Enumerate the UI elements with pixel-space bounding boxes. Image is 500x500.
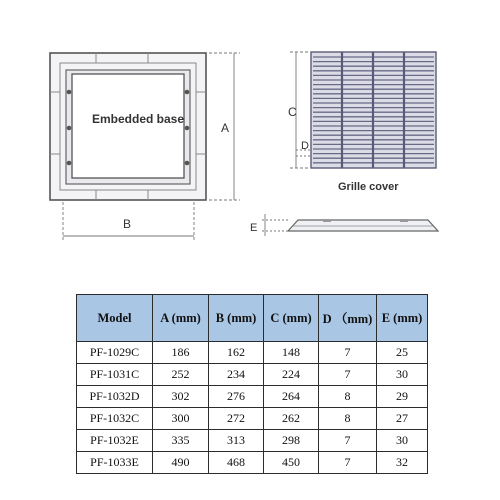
table-row: [77, 430, 428, 452]
table-row: [77, 452, 428, 474]
header-d: D （mm): [319, 295, 377, 342]
cell-d: 7: [319, 430, 377, 452]
screw-hole: [67, 161, 72, 166]
screw-hole: [185, 126, 190, 131]
header-e: E (mm): [377, 295, 428, 342]
cell-a: 302: [153, 386, 209, 408]
screw-hole: [67, 126, 72, 131]
grille-cover-label: Grille cover: [338, 181, 399, 193]
cell-b: 276: [209, 386, 264, 408]
header-model: Model: [77, 295, 153, 342]
cell-c: 148: [264, 342, 319, 364]
cell-c: 298: [264, 430, 319, 452]
cell-b: 162: [209, 342, 264, 364]
cell-model: PF-1033E: [77, 452, 153, 474]
cell-a: 186: [153, 342, 209, 364]
cell-e: 30: [377, 430, 428, 452]
cell-c: 264: [264, 386, 319, 408]
table-header-row: [77, 295, 428, 342]
cell-e: 27: [377, 408, 428, 430]
specs-table-container: [76, 294, 427, 474]
screw-hole: [185, 90, 190, 95]
cell-model: PF-1032C: [77, 408, 153, 430]
cell-c: 262: [264, 408, 319, 430]
cell-a: 252: [153, 364, 209, 386]
screw-hole: [67, 90, 72, 95]
cell-a: 335: [153, 430, 209, 452]
embedded-base-drawing: [50, 53, 206, 200]
header-a: A (mm): [153, 295, 209, 342]
cell-b: 234: [209, 364, 264, 386]
grille-cover-drawing: [311, 52, 436, 168]
dimension-d-label: D: [301, 140, 309, 152]
cell-model: PF-1029C: [77, 342, 153, 364]
cell-model: PF-1032D: [77, 386, 153, 408]
table-row: [77, 408, 428, 430]
dimension-e-label: E: [250, 222, 258, 234]
cell-d: 7: [319, 342, 377, 364]
header-c: C (mm): [264, 295, 319, 342]
cell-model: PF-1032E: [77, 430, 153, 452]
dimension-c-label: C: [288, 105, 297, 119]
cell-d: 8: [319, 386, 377, 408]
cell-a: 490: [153, 452, 209, 474]
side-profile-drawing: [288, 219, 438, 231]
header-b: B (mm): [209, 295, 264, 342]
cell-b: 272: [209, 408, 264, 430]
table-row: [77, 364, 428, 386]
cell-d: 7: [319, 452, 377, 474]
cell-e: 25: [377, 342, 428, 364]
cell-b: 313: [209, 430, 264, 452]
table-row: [77, 386, 428, 408]
table-row: [77, 342, 428, 364]
dimension-e: [262, 214, 290, 236]
cell-e: 29: [377, 386, 428, 408]
cell-e: 30: [377, 364, 428, 386]
cell-a: 300: [153, 408, 209, 430]
cell-model: PF-1031C: [77, 364, 153, 386]
cell-d: 7: [319, 364, 377, 386]
dimension-b-label: B: [123, 217, 132, 231]
specs-table: [76, 294, 428, 474]
cell-b: 468: [209, 452, 264, 474]
cell-e: 32: [377, 452, 428, 474]
dimension-a-label: A: [221, 121, 230, 135]
base-inner-panel: [72, 74, 184, 178]
screw-hole: [185, 161, 190, 166]
embedded-base-label: Embedded base: [92, 112, 185, 126]
cell-c: 450: [264, 452, 319, 474]
cell-c: 224: [264, 364, 319, 386]
cell-d: 8: [319, 408, 377, 430]
